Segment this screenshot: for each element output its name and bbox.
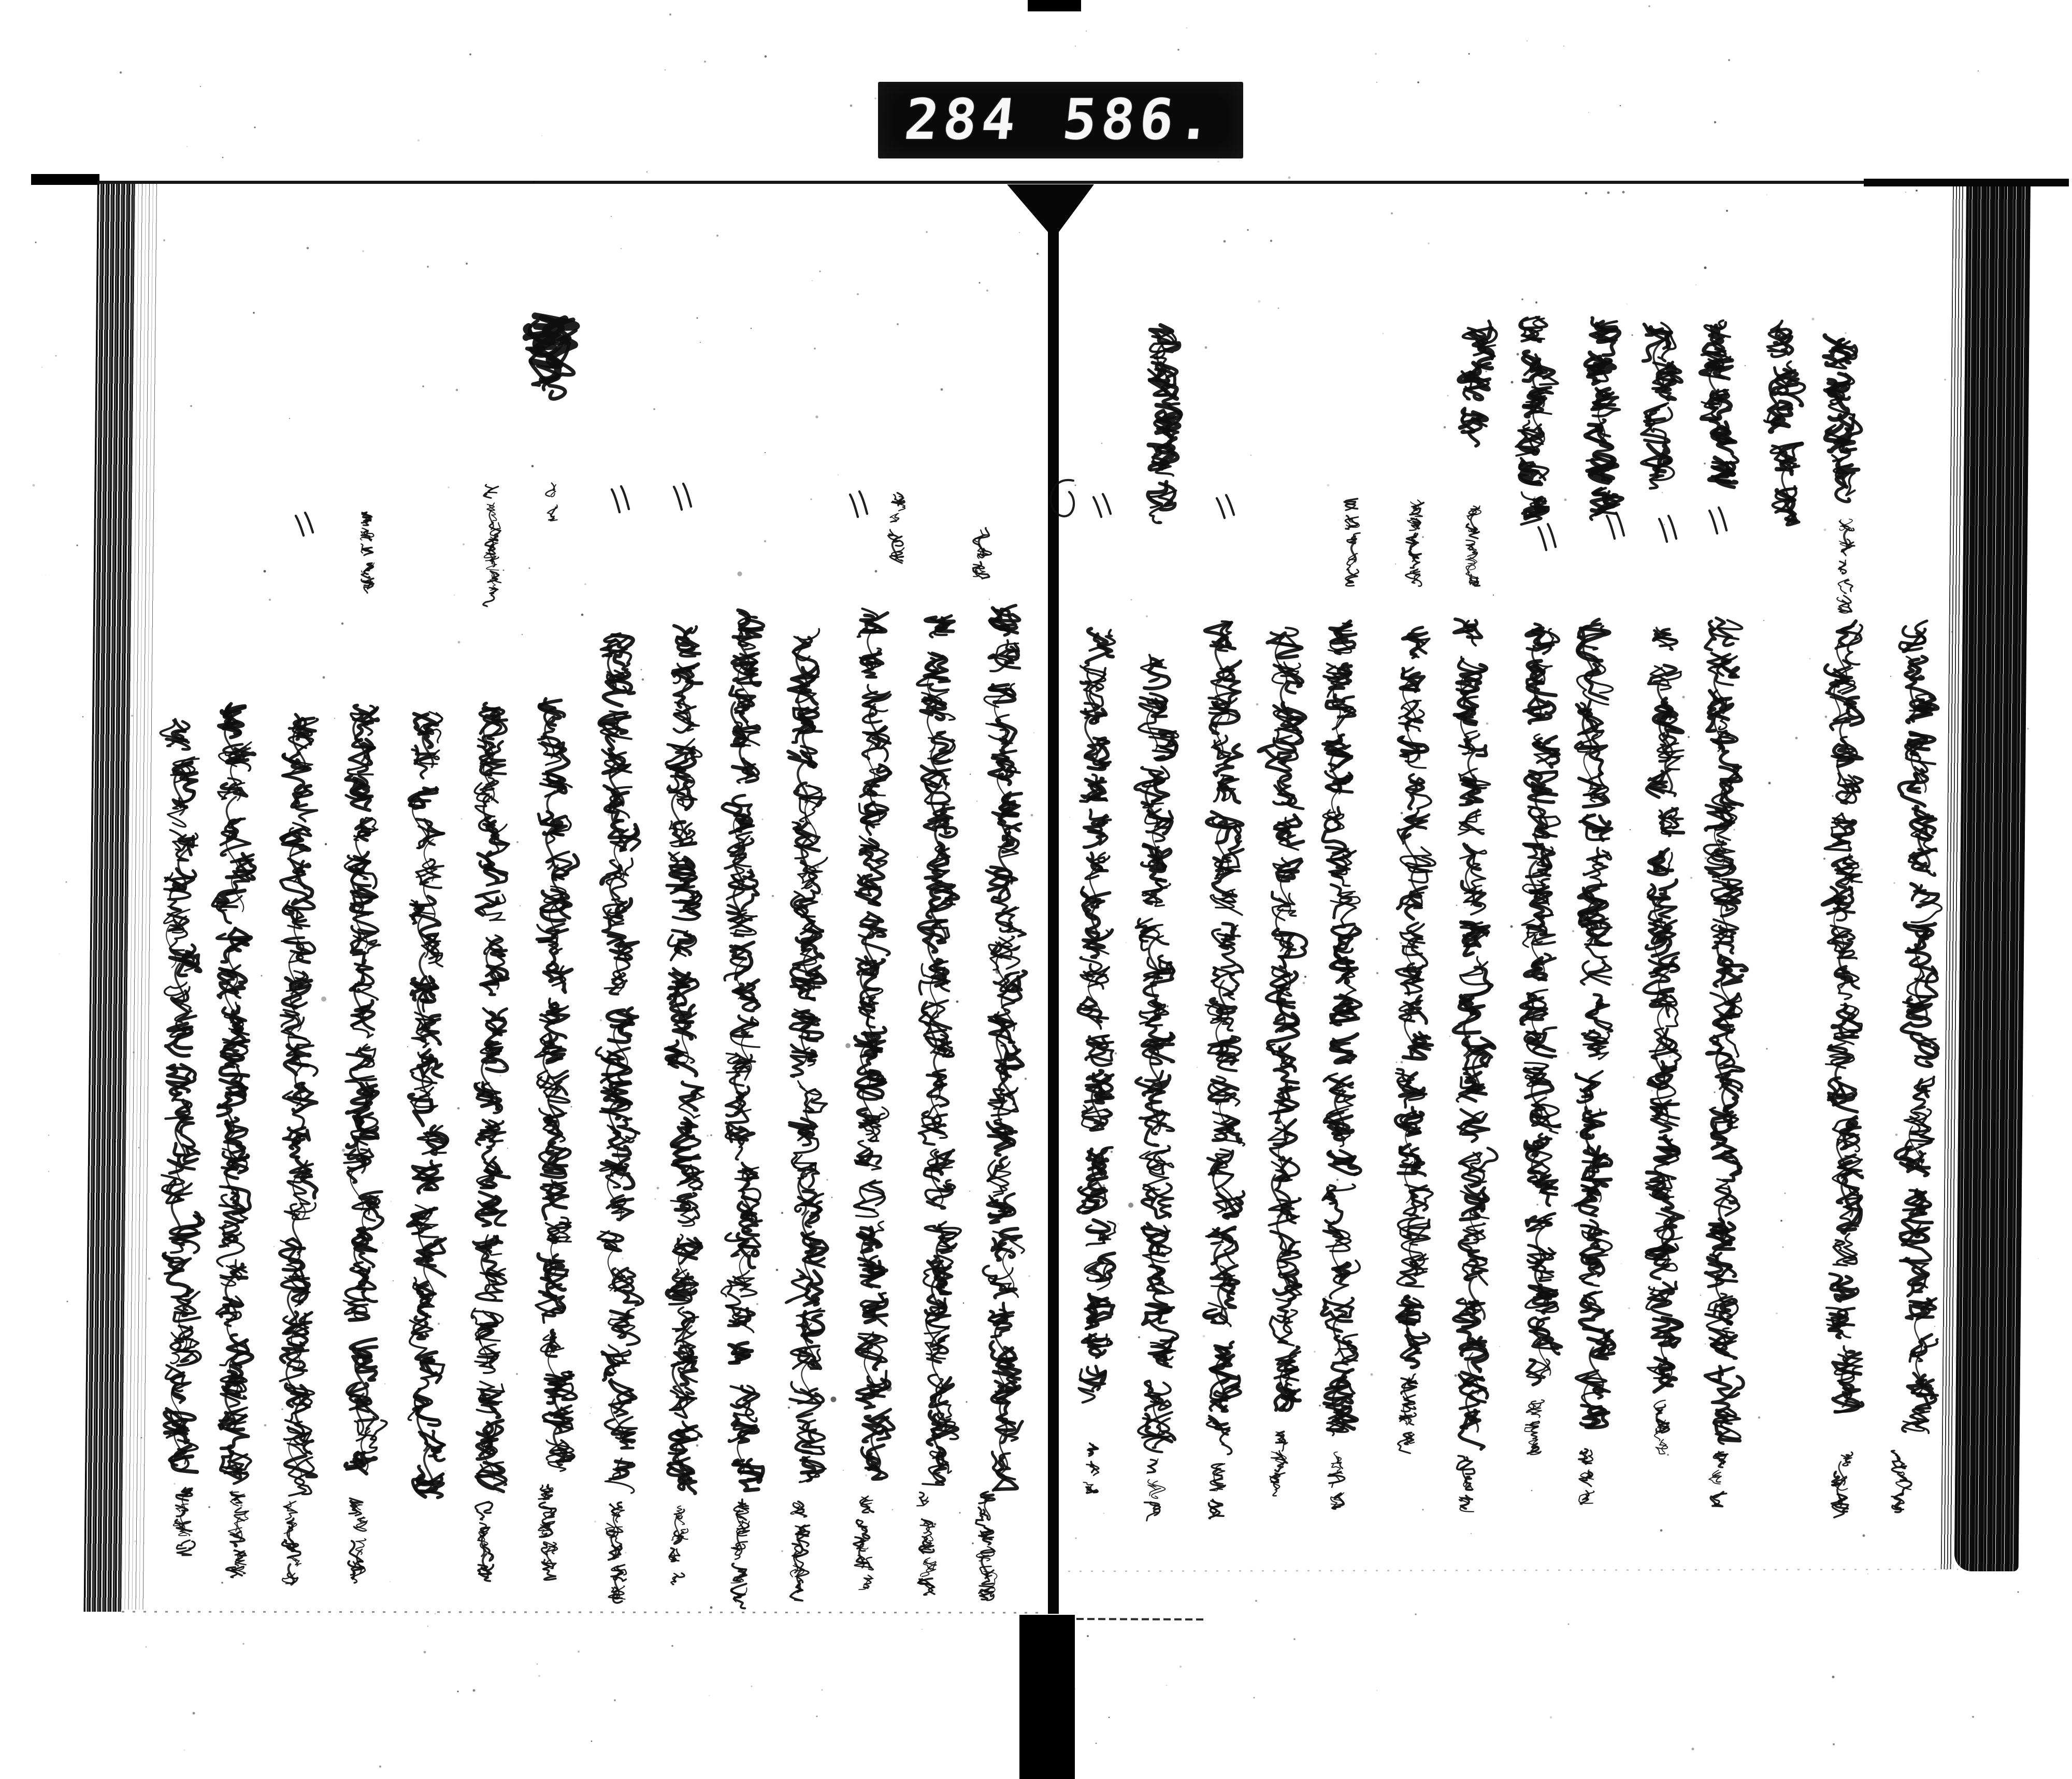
right-page-header-column [1148, 325, 1181, 523]
right-page-author-column [1457, 1456, 1475, 1512]
right-page-header-column [1764, 321, 1805, 525]
left-page-author-column [282, 1501, 301, 1585]
right-page-author-column [1270, 1431, 1288, 1496]
right-page-author-column [1709, 1452, 1728, 1507]
left-page-ditto-column [612, 486, 629, 512]
right-page-poem-column [1259, 628, 1307, 1410]
left-page-poem-column [212, 704, 255, 1484]
right-page-poem-column [1454, 619, 1497, 1450]
top-spine-mark [1028, 0, 1081, 11]
book-gutter [1007, 184, 1094, 1614]
right-page-poem-column [1644, 628, 1684, 1392]
right-page-poem-column [1078, 629, 1115, 1402]
right-page-ditto-column [1659, 516, 1676, 542]
right-page-author-column [1466, 506, 1481, 586]
left-page-poem-column [596, 634, 643, 1493]
left-page-poem-column [666, 626, 704, 1493]
page-bottom-edge-right [1068, 1569, 1958, 1571]
right-page-ditto-column [1709, 508, 1726, 533]
right-page-author-column [1328, 1452, 1345, 1509]
counter-digits-left: 284 [901, 88, 1024, 152]
left-page-author-column [888, 493, 905, 563]
right-page-poem-column [1135, 655, 1178, 1452]
right-page-poem-column [1704, 618, 1747, 1444]
page-counter-display [878, 82, 1243, 158]
left-page-author-column [973, 528, 991, 578]
left-page-poem-column [983, 605, 1026, 1491]
left-page-author-column [669, 1506, 688, 1585]
right-page-poem-column [1204, 621, 1245, 1454]
left-page-author-column [976, 1492, 997, 1600]
left-page-author-column [174, 1488, 195, 1555]
left-page-poem-column [535, 699, 578, 1471]
left-page-author-column [483, 485, 501, 606]
left-page-author-column [348, 1498, 367, 1583]
left-page-poem-column [161, 719, 204, 1472]
left-page-poem-column [854, 609, 894, 1479]
bottom-spine-mark [1019, 1615, 1075, 1779]
right-page-author-column [1084, 1443, 1099, 1493]
right-page-header-column [1824, 336, 1861, 502]
left-page-author-column [361, 512, 375, 593]
left-page-poem-column [917, 616, 961, 1485]
counter-digits-right: 586. [1059, 88, 1220, 152]
left-page-poem-column [786, 629, 827, 1482]
right-page-ditto-column [1093, 494, 1111, 517]
left-page-ditto-column [296, 513, 313, 536]
right-page-author-column [1398, 1374, 1417, 1453]
right-page-poem-column [1575, 619, 1615, 1428]
left-page-author-column [731, 1499, 749, 1608]
left-page-poem-column [408, 712, 448, 1497]
right-page-author-column [1832, 1452, 1853, 1517]
right-page-header-column [1585, 318, 1623, 520]
left-page-poem-column [343, 705, 386, 1474]
right-page-ditto-column [1217, 495, 1234, 518]
left-page-author-column [538, 1485, 557, 1580]
right-page-poem-column [1521, 624, 1562, 1385]
page-bottom-edge-left [122, 1612, 1042, 1613]
left-page-title-column [526, 316, 577, 399]
left-page-poem-column [471, 703, 509, 1492]
right-page-header-column [1642, 323, 1682, 488]
left-page-poem-column [721, 610, 764, 1490]
left-page-author-column [854, 1496, 874, 1589]
right-page-author-column [1654, 1400, 1669, 1454]
right-page-poem-column [1322, 621, 1361, 1436]
left-page-author-column [606, 1502, 626, 1603]
right-page-author-column [1209, 1464, 1226, 1518]
scan-noise-speckles [33, 5, 2039, 1768]
right-page-poem-column [1895, 621, 1941, 1433]
right-page-poem-column [1822, 621, 1863, 1412]
right-page-header-column [1516, 317, 1558, 525]
left-page-author-column [226, 1491, 249, 1578]
left-page-ditto-column [850, 491, 867, 517]
right-page-header-column [1701, 321, 1738, 487]
right-page-author-column [1579, 1449, 1594, 1504]
right-page-ditto-column [1607, 513, 1624, 539]
left-page-author-column [476, 1502, 493, 1581]
book-line-art [31, 174, 2069, 1619]
left-page-ditto-column [674, 484, 691, 510]
right-page-author-column [1891, 1451, 1911, 1512]
left-page-author-column [545, 483, 557, 521]
right-page-author-column [1144, 1459, 1165, 1521]
right-page-author-column [1837, 519, 1854, 613]
left-page-author-column [790, 1501, 810, 1600]
right-page-poem-column [1395, 627, 1435, 1367]
right-page-author-column [1524, 1400, 1544, 1454]
right-page-author-column [1344, 499, 1360, 586]
right-page-author-column [1405, 500, 1423, 586]
right-page-ditto-column [1538, 524, 1556, 550]
right-page-header-column [1459, 321, 1497, 446]
left-page-poem-column [280, 714, 318, 1496]
left-page-author-column [917, 1493, 936, 1595]
